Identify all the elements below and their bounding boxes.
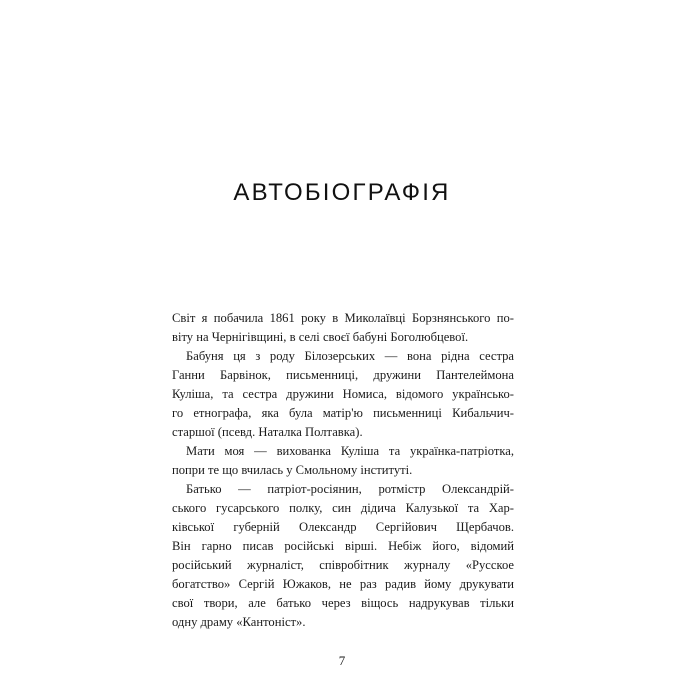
- text-line: одну драму «Кантоніст».: [172, 615, 306, 629]
- text-line: старшої (псевд. Наталка Полтавка).: [172, 425, 363, 439]
- text-line: ківської губерній Олександр Сергійович Щербачов.: [172, 520, 514, 534]
- text-line: попри те що вчилась у Смольному інституті.: [172, 463, 413, 477]
- page-number: 7: [338, 653, 346, 668]
- text-line: Ганни Барвінок, письменниці, дружини Пантелеймона: [172, 368, 514, 382]
- text-line: богатство» Сергій Южаков, не раз радив йому друкувати: [172, 577, 514, 591]
- text-line: російський журналіст, співробітник журналу «Русское: [172, 558, 514, 572]
- text-line: Батько — патріот-росіянин, ротмістр Олександрій-: [186, 482, 514, 496]
- text-line: віту на Чернігівщині, в селі своєї бабуні Боголюбцевої.: [172, 330, 469, 344]
- text-line: Куліша, та сестра дружини Номиса, відомого українсько-: [172, 387, 514, 401]
- text-line: Він гарно писав російські вірші. Небіж його, відомий: [172, 539, 514, 553]
- text-line: свої твори, але батько через віщось надрукував тільки: [172, 596, 514, 610]
- chapter-title: АВТОБІОГРАФІЯ: [233, 179, 451, 206]
- text-line: Мати моя — вихованка Куліша та українка-патріотка,: [186, 444, 514, 458]
- text-line: го етнографа, яка була матір'ю письменниці Кибальчич-: [172, 406, 514, 420]
- text-line: Світ я побачила 1861 року в Миколаївці Борзнянського по-: [172, 311, 514, 325]
- body-text: [172, 309, 514, 632]
- text-line: Бабуня ця з роду Білозерських — вона рідна сестра: [186, 349, 514, 363]
- text-line: ського гусарського полку, син дідича Калузької та Хар-: [172, 501, 514, 515]
